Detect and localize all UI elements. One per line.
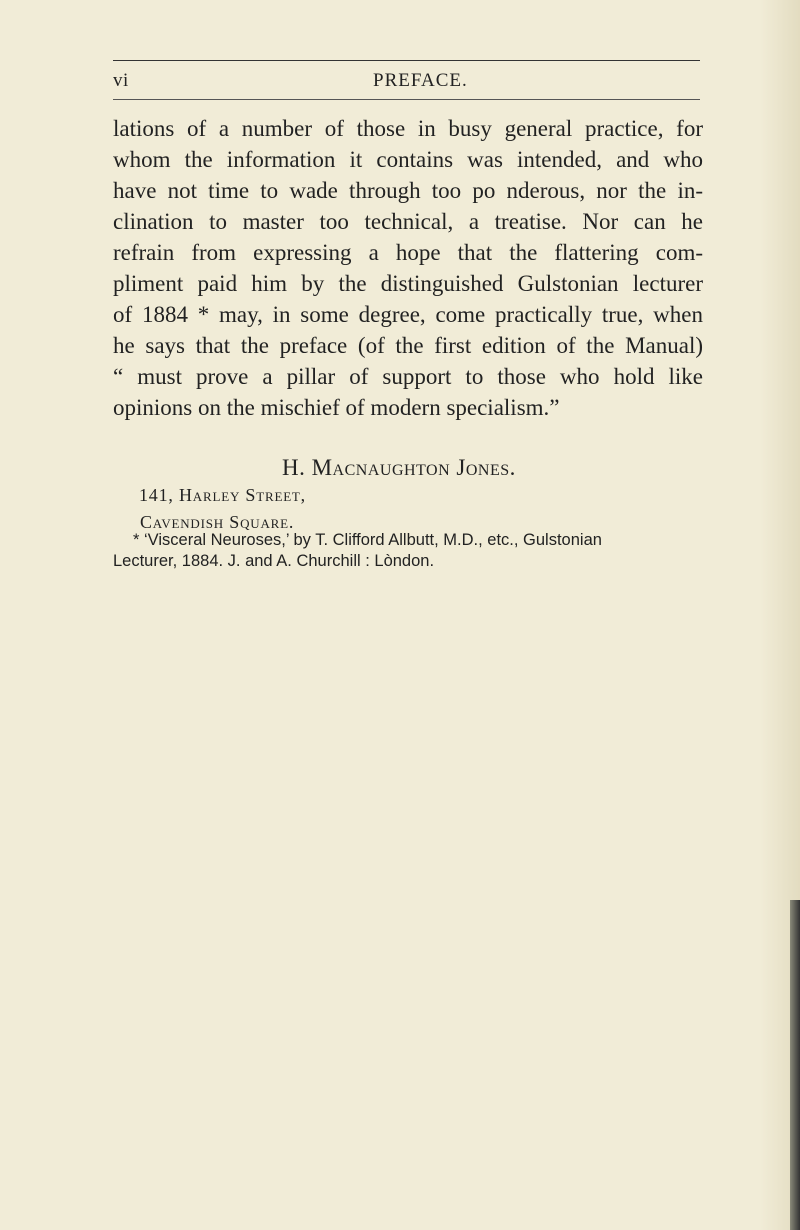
footnote	[113, 530, 703, 572]
address-line: Cavendish Square.	[140, 512, 295, 532]
author-address	[139, 482, 306, 536]
preface-paragraph	[113, 113, 703, 423]
text-line: he says that the preface (of the first edition of the Manual)	[113, 333, 703, 358]
text-line: whom the information it contains was intended, and who	[113, 147, 703, 172]
text-line: pliment paid him by the distinguished Gulstonian lecturer	[113, 271, 703, 296]
running-title: PREFACE.	[373, 70, 468, 91]
text-line: refrain from expressing a hope that the flattering com-	[113, 240, 703, 265]
footnote-line: Lecturer, 1884. J. and A. Churchill : Lòndon.	[113, 552, 435, 570]
address-line: 141, Harley Street,	[139, 485, 306, 505]
text-line: clination to master too technical, a treatise. Nor can he	[113, 209, 703, 234]
text-line: have not time to wade through too po nderous, nor the in-	[113, 178, 703, 203]
text-line: of 1884 * may, in some degree, come practically true, when	[113, 302, 703, 327]
text-line: opinions on the mischief of modern specialism.”	[113, 395, 560, 420]
text-line: lations of a number of those in busy general practice, for	[113, 116, 703, 141]
top-rule	[113, 60, 700, 61]
page-number: vi	[113, 70, 129, 91]
author-signature: H. Macnaughton Jones.	[282, 455, 516, 480]
running-head	[113, 70, 700, 98]
header-rule	[113, 99, 700, 100]
binding-edge	[790, 900, 800, 1230]
text-line: “ must prove a pillar of support to those who hold like	[113, 364, 703, 389]
footnote-line: * ‘Visceral Neuroses,’ by T. Clifford Allbutt, M.D., etc., Gulstonian	[133, 531, 602, 549]
